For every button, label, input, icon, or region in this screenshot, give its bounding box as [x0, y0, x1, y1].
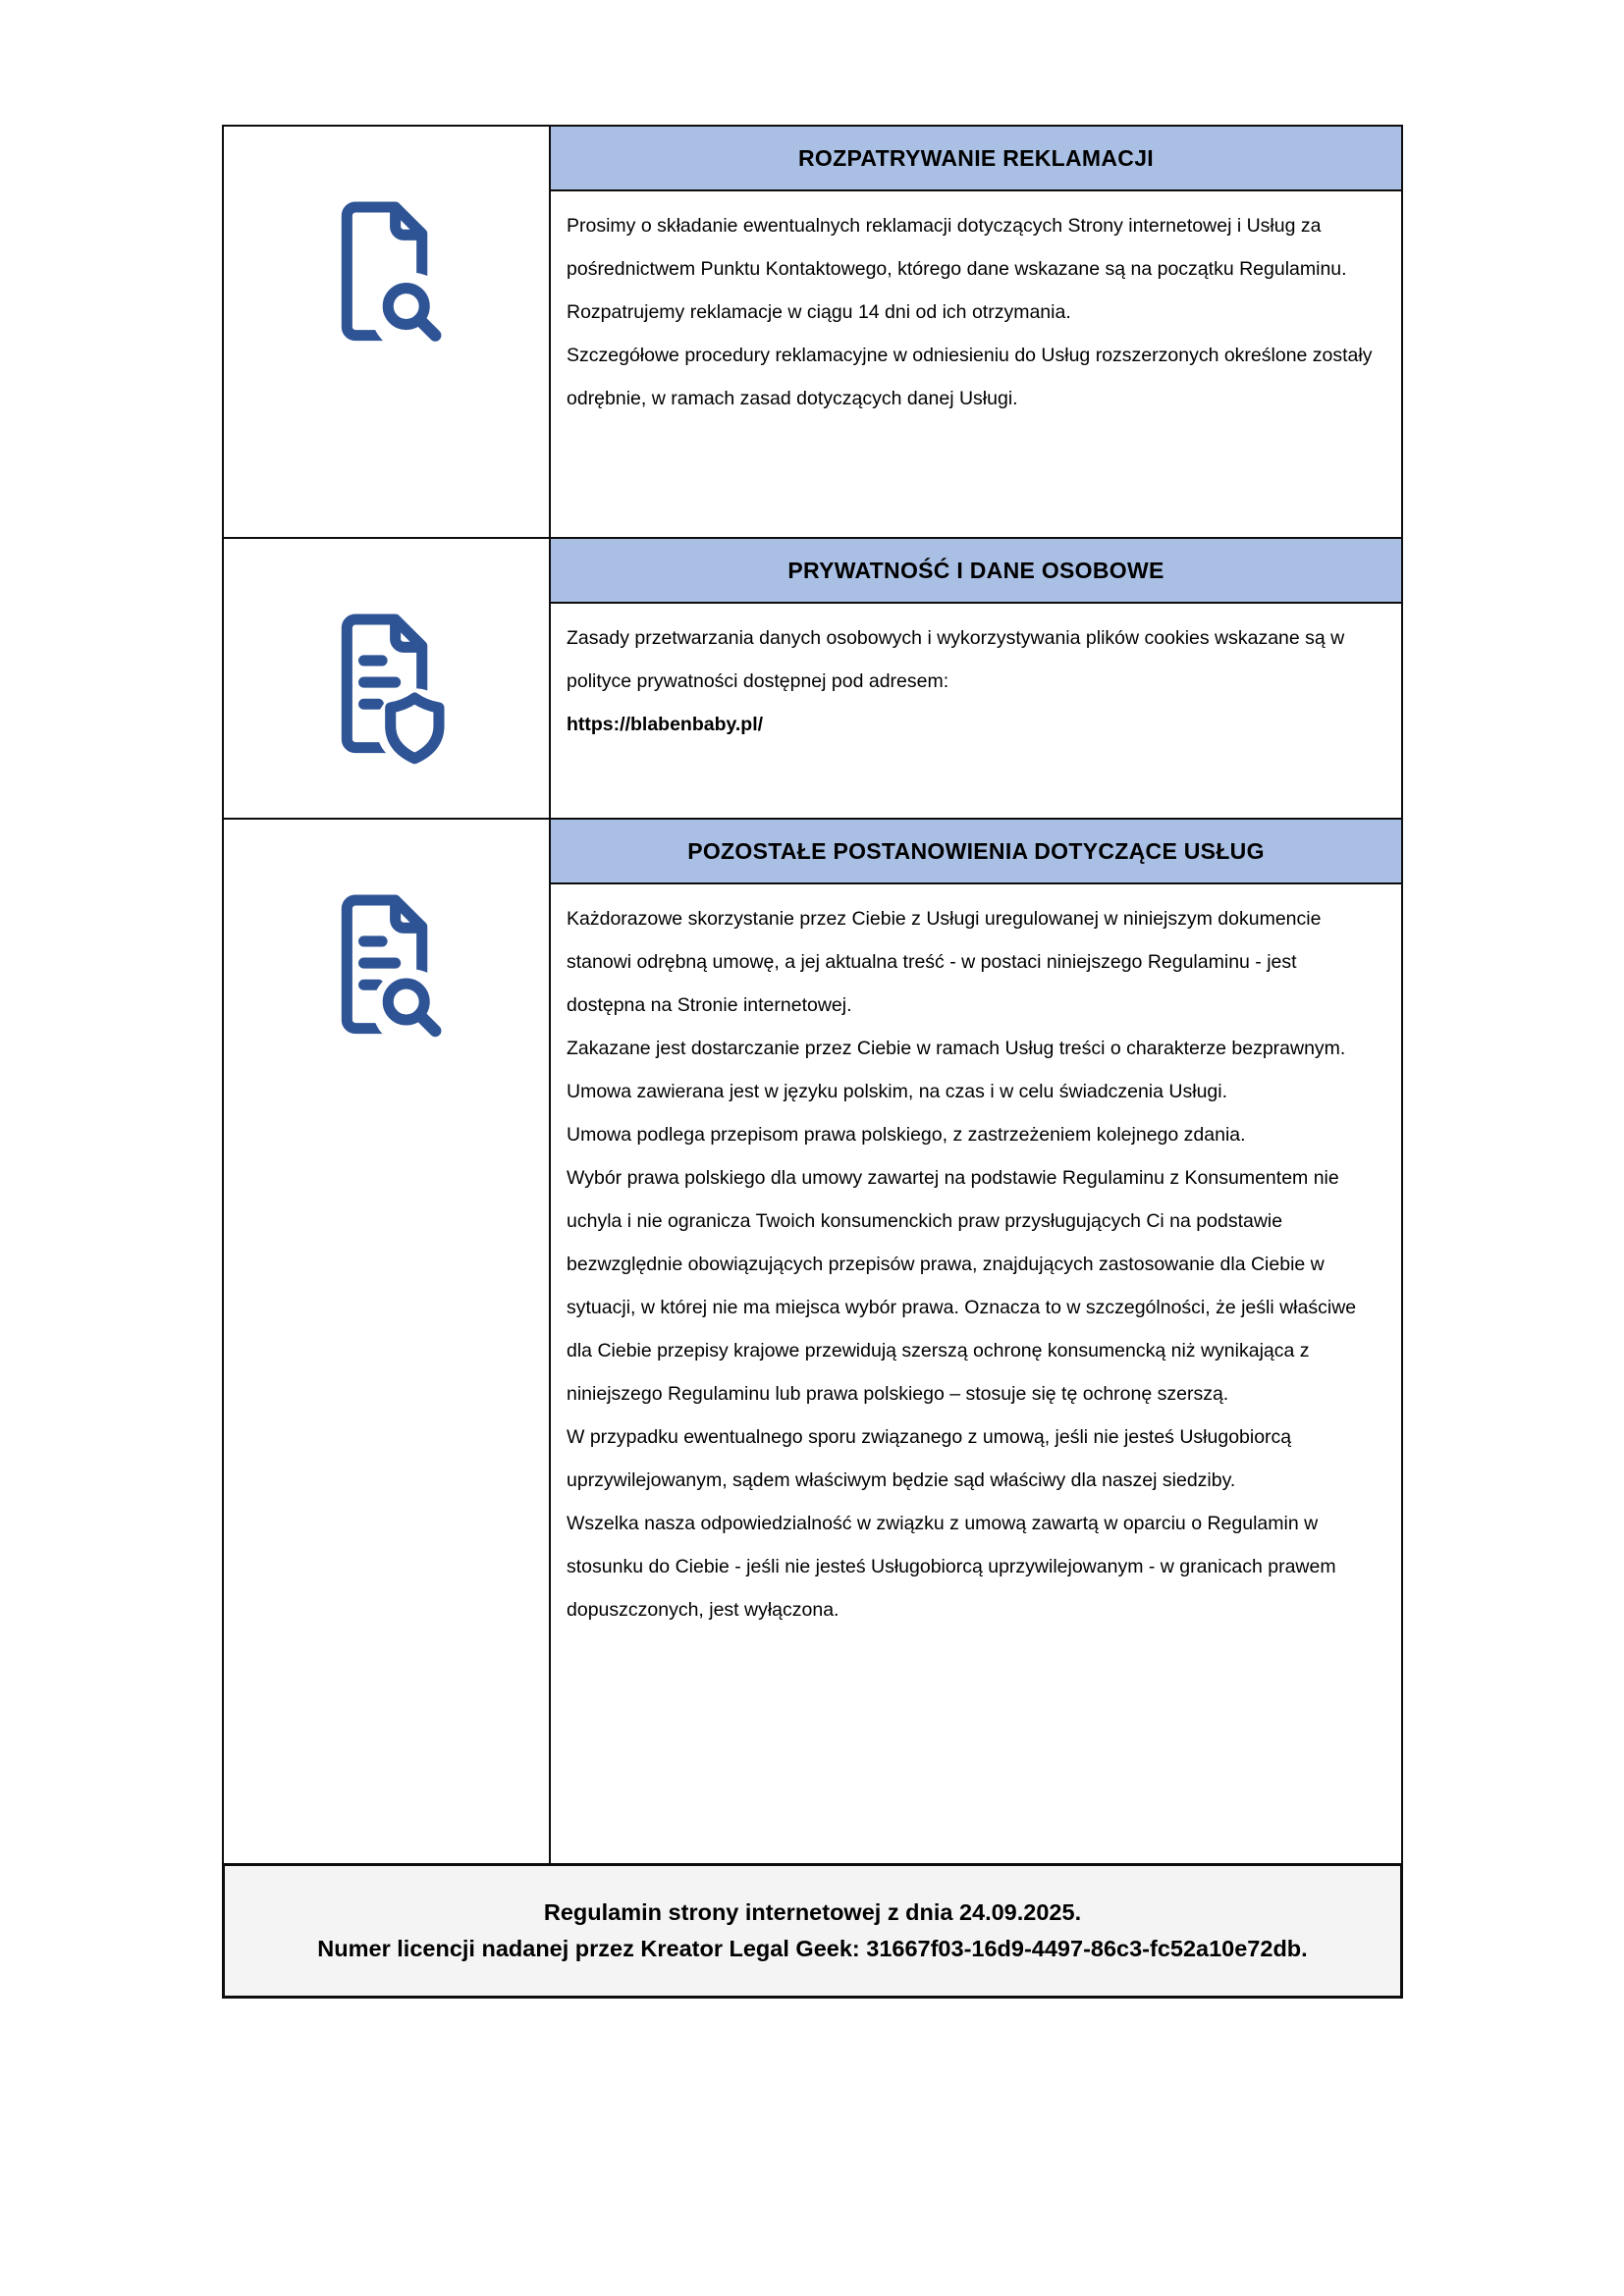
- section-content: [551, 539, 1401, 818]
- section-body: [551, 604, 1401, 766]
- paragraph: Szczegółowe procedury reklamacyjne w odniesieniu do Usług rozszerzonych określone zostały odrębnie, w ramach zasad dotyczących danej Usługi.: [567, 345, 1373, 409]
- section-row-complaints: [224, 127, 1401, 537]
- paragraph: Rozpatrujemy reklamacje w ciągu 14 dni od ich otrzymania.: [567, 301, 1071, 323]
- paragraph: Umowa zawierana jest w języku polskim, na czas i w celu świadczenia Usługi.: [567, 1081, 1228, 1102]
- document-lines-search-icon: [319, 886, 455, 1049]
- section-row-privacy: [224, 537, 1401, 818]
- paragraph: Wszelka nasza odpowiedzialność w związku z umową zawartą w oparciu o Regulamin w stosunku do Ciebie - jeśli nie jesteś Usługobiorcą uprzywilejowanym - w granicach prawem dopuszczonych, jest wyłączona.: [567, 1513, 1336, 1621]
- icon-cell: [224, 127, 551, 537]
- paragraph: Zasady przetwarzania danych osobowych i wykorzystywania plików cookies wskazane są w polityce prywatności dostępnej pod adresem:: [567, 627, 1345, 692]
- paragraph: Zakazane jest dostarczanie przez Ciebie w ramach Usług treści o charakterze bezprawnym.: [567, 1038, 1346, 1059]
- footer-date-line: Regulamin strony internetowej z dnia 24.09.2025.: [543, 1899, 1082, 1925]
- section-header-complaints: ROZPATRYWANIE REKLAMACJI: [551, 127, 1401, 191]
- paragraph: Umowa podlega przepisom prawa polskiego, z zastrzeżeniem kolejnego zdania.: [567, 1124, 1246, 1146]
- section-body: [551, 884, 1401, 1651]
- paragraph: Każdorazowe skorzystanie przez Ciebie z Usługi uregulowanej w niniejszym dokumencie stanowi odrębną umowę, a jej aktualna treść - w postaci niniejszego Regulaminu - jest dostępna na Stronie internetowej.: [567, 908, 1322, 1016]
- terms-table: [222, 125, 1403, 1999]
- paragraph: W przypadku ewentualnego sporu związanego z umową, jeśli nie jesteś Usługobiorcą uprzywilejowanym, sądem właściwym będzie sąd właściwy dla naszej siedziby.: [567, 1426, 1292, 1491]
- document-search-icon: [319, 193, 455, 356]
- section-content: [551, 820, 1401, 1863]
- section-header-remaining-provisions: POZOSTAŁE POSTANOWIENIA DOTYCZĄCE USŁUG: [551, 820, 1401, 884]
- terms-table-body: [222, 125, 1403, 1863]
- privacy-policy-url: https://blabenbaby.pl/: [567, 714, 764, 735]
- section-content: [551, 127, 1401, 537]
- paragraph: Prosimy o składanie ewentualnych reklamacji dotyczących Strony internetowej i Usług za pośrednictwem Punktu Kontaktowego, którego dane wskazane są na początku Regulaminu.: [567, 215, 1347, 280]
- section-row-remaining-provisions: [224, 818, 1401, 1863]
- icon-cell: [224, 539, 551, 818]
- section-body: [551, 191, 1401, 440]
- icon-cell: [224, 820, 551, 1863]
- footer-license-line: Numer licencji nadanej przez Kreator Legal Geek: 31667f03-16d9-4497-86c3-fc52a10e72db.: [317, 1936, 1308, 1961]
- document-shield-icon: [319, 606, 455, 769]
- section-header-privacy: PRYWATNOŚĆ I DANE OSOBOWE: [551, 539, 1401, 604]
- license-footer: [222, 1863, 1403, 1999]
- paragraph: Wybór prawa polskiego dla umowy zawartej na podstawie Regulaminu z Konsumentem nie uchyla i nie ogranicza Twoich konsumenckich praw przysługujących Ci na podstawie bezwzględnie obowiązujących przepisów prawa, znajdujących zastosowanie dla Ciebie w sytuacji, w której nie ma miejsca wybór prawa. Oznacza to w szczególności, że jeśli właściwe dla Ciebie przepisy krajowe przewidują szerszą ochronę konsumencką niż wynikająca z niniejszego Regulaminu lub prawa polskiego – stosuje się tę ochronę szerszą.: [567, 1167, 1357, 1405]
